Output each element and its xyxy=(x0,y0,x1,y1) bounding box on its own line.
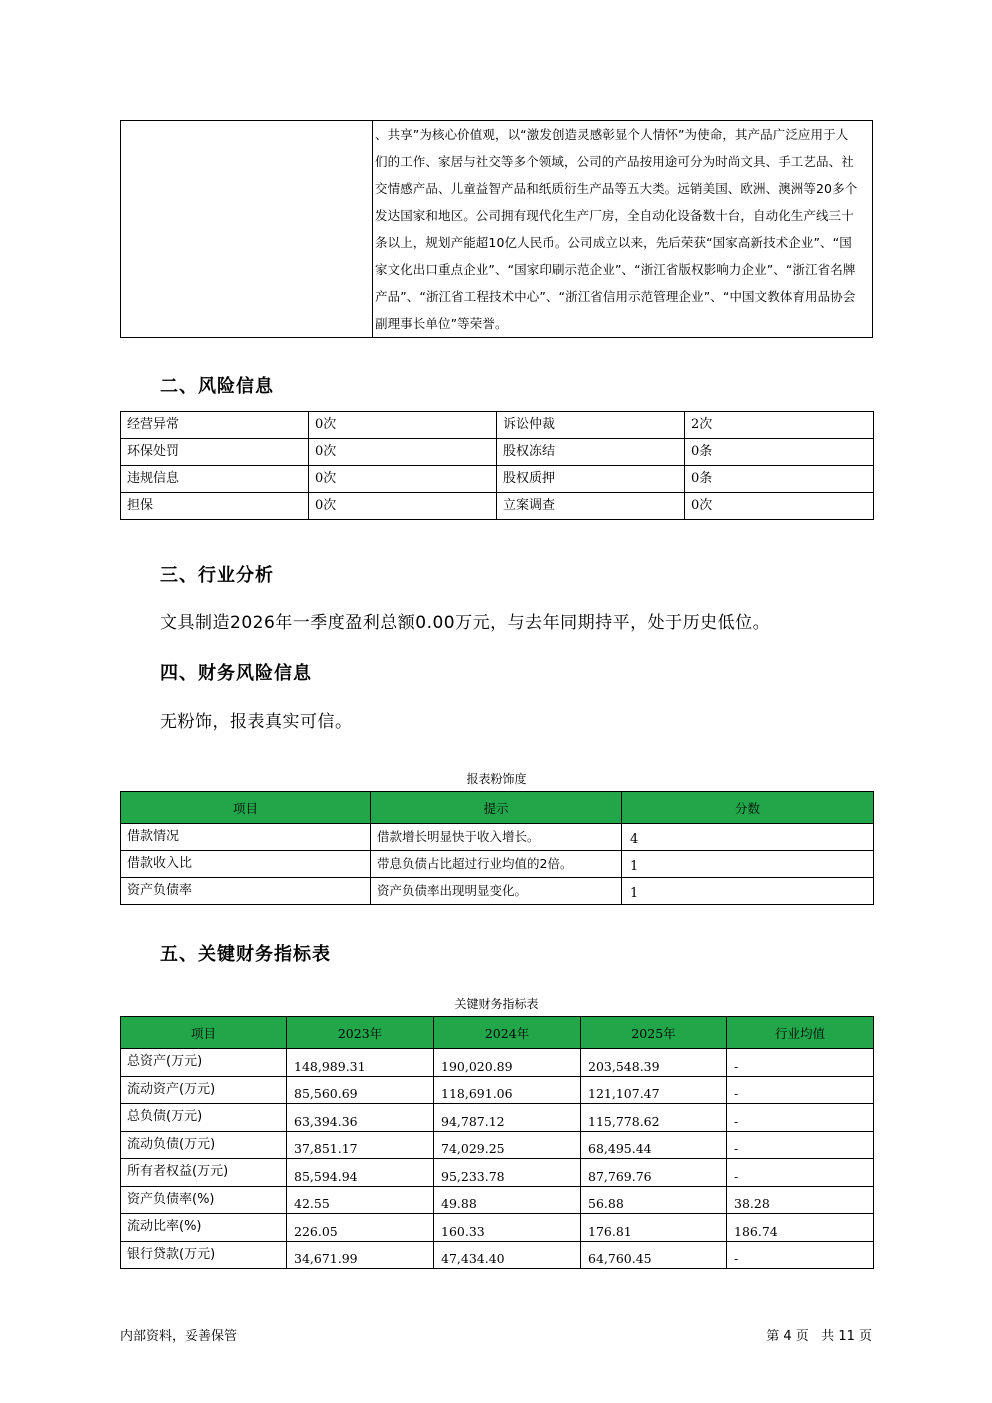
risk-value: 0次 xyxy=(685,493,874,520)
metric-value: 64,760.45 xyxy=(581,1241,727,1269)
metric-value: 148,989.31 xyxy=(287,1049,434,1077)
metric-value: 203,548.39 xyxy=(581,1049,727,1077)
risk-value: 0次 xyxy=(309,439,497,466)
intro-line: 产品”、“浙江省工程技术中心”、“浙江省信用示范管理企业”、“中国文教体育用品协会 xyxy=(375,289,856,304)
table-row xyxy=(121,1214,874,1242)
footer-confidential-note: 内部资料，妥善保管 xyxy=(120,1329,238,1344)
intro-line: 家文化出口重点企业”、“国家印刷示范企业”、“浙江省版权影响力企业”、“浙江省名牌 xyxy=(375,262,856,277)
table-row xyxy=(121,1186,874,1214)
industry-average: - xyxy=(727,1076,874,1104)
metric-value: 115,778.62 xyxy=(581,1104,727,1132)
wash-hint: 借款增长明显快于收入增长。 xyxy=(371,824,622,851)
risk-value: 0次 xyxy=(309,493,497,520)
column-header: 项目 xyxy=(121,792,371,824)
metric-label: 流动负债(万元) xyxy=(121,1131,287,1159)
table-row xyxy=(121,466,874,493)
wash-item: 借款情况 xyxy=(121,824,371,851)
industry-average: - xyxy=(727,1104,874,1132)
table-header-row xyxy=(121,1017,874,1049)
metric-value: 94,787.12 xyxy=(434,1104,581,1132)
table-row xyxy=(121,824,874,851)
financial-risk-text: 无粉饰，报表真实可信。 xyxy=(160,712,353,732)
risk-value: 2次 xyxy=(685,412,874,439)
whitewash-table-caption: 报表粉饰度 xyxy=(466,772,527,786)
intro-line: 条以上，规划产能超10亿人民币。公司成立以来，先后荣获“国家高新技术企业”、“国 xyxy=(375,235,852,250)
metric-label: 流动资产(万元) xyxy=(121,1076,287,1104)
table-row xyxy=(121,1049,874,1077)
industry-text: 文具制造2026年一季度盈利总额0.00万元，与去年同期持平，处于历史低位。 xyxy=(160,613,771,633)
company-intro-table xyxy=(120,120,873,338)
column-header: 2024年 xyxy=(434,1017,581,1049)
column-header: 项目 xyxy=(121,1017,287,1049)
metric-label: 流动比率(%) xyxy=(121,1214,287,1242)
metric-value: 37,851.17 xyxy=(287,1131,434,1159)
metric-label: 所有者权益(万元) xyxy=(121,1159,287,1187)
metric-value: 68,495.44 xyxy=(581,1131,727,1159)
table-row xyxy=(121,1104,874,1132)
industry-average: - xyxy=(727,1241,874,1269)
intro-left-cell xyxy=(121,121,373,338)
risk-label: 经营异常 xyxy=(121,412,309,439)
metric-value: 190,020.89 xyxy=(434,1049,581,1077)
column-header: 行业均值 xyxy=(727,1017,874,1049)
footer-page-number: 第 4 页 共 11 页 xyxy=(766,1329,872,1344)
section-title-industry: 三、行业分析 xyxy=(160,565,274,586)
section-title-financial-risk: 四、财务风险信息 xyxy=(160,663,312,684)
metric-label: 总负债(万元) xyxy=(121,1104,287,1132)
risk-label: 股权冻结 xyxy=(497,439,685,466)
table-row xyxy=(121,493,874,520)
intro-line: 们的工作、家居与社交等多个领域，公司的产品按用途可分为时尚文具、手工艺品、社 xyxy=(375,154,854,169)
column-header: 分数 xyxy=(622,792,874,824)
industry-average: - xyxy=(727,1049,874,1077)
column-header: 提示 xyxy=(371,792,622,824)
risk-label: 诉讼仲裁 xyxy=(497,412,685,439)
industry-average: - xyxy=(727,1131,874,1159)
metric-value: 176.81 xyxy=(581,1214,727,1242)
risk-label: 担保 xyxy=(121,493,309,520)
section-title-key-financials: 五、关键财务指标表 xyxy=(160,944,331,965)
industry-average: - xyxy=(727,1159,874,1187)
metric-value: 47,434.40 xyxy=(434,1241,581,1269)
table-row xyxy=(121,439,874,466)
metric-label: 总资产(万元) xyxy=(121,1049,287,1077)
metric-value: 63,394.36 xyxy=(287,1104,434,1132)
intro-line: 交情感产品、儿童益智产品和纸质衍生产品等五大类。远销美国、欧洲、澳洲等20多个 xyxy=(375,181,858,196)
industry-average: 186.74 xyxy=(727,1214,874,1242)
table-row xyxy=(121,1159,874,1187)
metric-value: 95,233.78 xyxy=(434,1159,581,1187)
wash-item: 借款收入比 xyxy=(121,851,371,878)
table-row xyxy=(121,1076,874,1104)
metric-value: 226.05 xyxy=(287,1214,434,1242)
intro-line: 发达国家和地区。公司拥有现代化生产厂房，全自动化设备数十台，自动化生产线三十 xyxy=(375,208,854,223)
metric-value: 121,107.47 xyxy=(581,1076,727,1104)
table-row xyxy=(121,1241,874,1269)
whitewash-table xyxy=(120,791,874,905)
key-financial-table xyxy=(120,1016,874,1269)
wash-score: 1 xyxy=(622,851,874,878)
intro-line: 、共享”为核心价值观，以“激发创造灵感彰显个人情怀”为使命，其产品广泛应用于人 xyxy=(375,127,849,142)
table-row xyxy=(121,412,874,439)
metric-value: 160.33 xyxy=(434,1214,581,1242)
metric-value: 49.88 xyxy=(434,1186,581,1214)
financial-table-caption: 关键财务指标表 xyxy=(454,997,539,1011)
metric-value: 74,029.25 xyxy=(434,1131,581,1159)
metric-label: 资产负债率(%) xyxy=(121,1186,287,1214)
column-header: 2025年 xyxy=(581,1017,727,1049)
wash-hint: 带息负债占比超过行业均值的2倍。 xyxy=(371,851,622,878)
risk-label: 股权质押 xyxy=(497,466,685,493)
industry-average: 38.28 xyxy=(727,1186,874,1214)
wash-item: 资产负债率 xyxy=(121,878,371,905)
risk-value: 0条 xyxy=(685,466,874,493)
metric-label: 银行贷款(万元) xyxy=(121,1241,287,1269)
risk-value: 0次 xyxy=(309,412,497,439)
metric-value: 85,594.94 xyxy=(287,1159,434,1187)
metric-value: 42.55 xyxy=(287,1186,434,1214)
metric-value: 118,691.06 xyxy=(434,1076,581,1104)
risk-value: 0次 xyxy=(309,466,497,493)
column-header: 2023年 xyxy=(287,1017,434,1049)
wash-hint: 资产负债率出现明显变化。 xyxy=(371,878,622,905)
intro-line: 副理事长单位”等荣誉。 xyxy=(375,316,508,331)
table-row xyxy=(121,851,874,878)
risk-value: 0条 xyxy=(685,439,874,466)
metric-value: 85,560.69 xyxy=(287,1076,434,1104)
table-header-row xyxy=(121,792,874,824)
section-title-risk: 二、风险信息 xyxy=(160,376,274,397)
risk-label: 环保处罚 xyxy=(121,439,309,466)
risk-label: 违规信息 xyxy=(121,466,309,493)
intro-text-cell xyxy=(373,121,873,338)
metric-value: 34,671.99 xyxy=(287,1241,434,1269)
table-row xyxy=(121,878,874,905)
wash-score: 1 xyxy=(622,878,874,905)
risk-label: 立案调查 xyxy=(497,493,685,520)
table-row xyxy=(121,1131,874,1159)
wash-score: 4 xyxy=(622,824,874,851)
metric-value: 87,769.76 xyxy=(581,1159,727,1187)
metric-value: 56.88 xyxy=(581,1186,727,1214)
risk-info-table xyxy=(120,411,874,520)
